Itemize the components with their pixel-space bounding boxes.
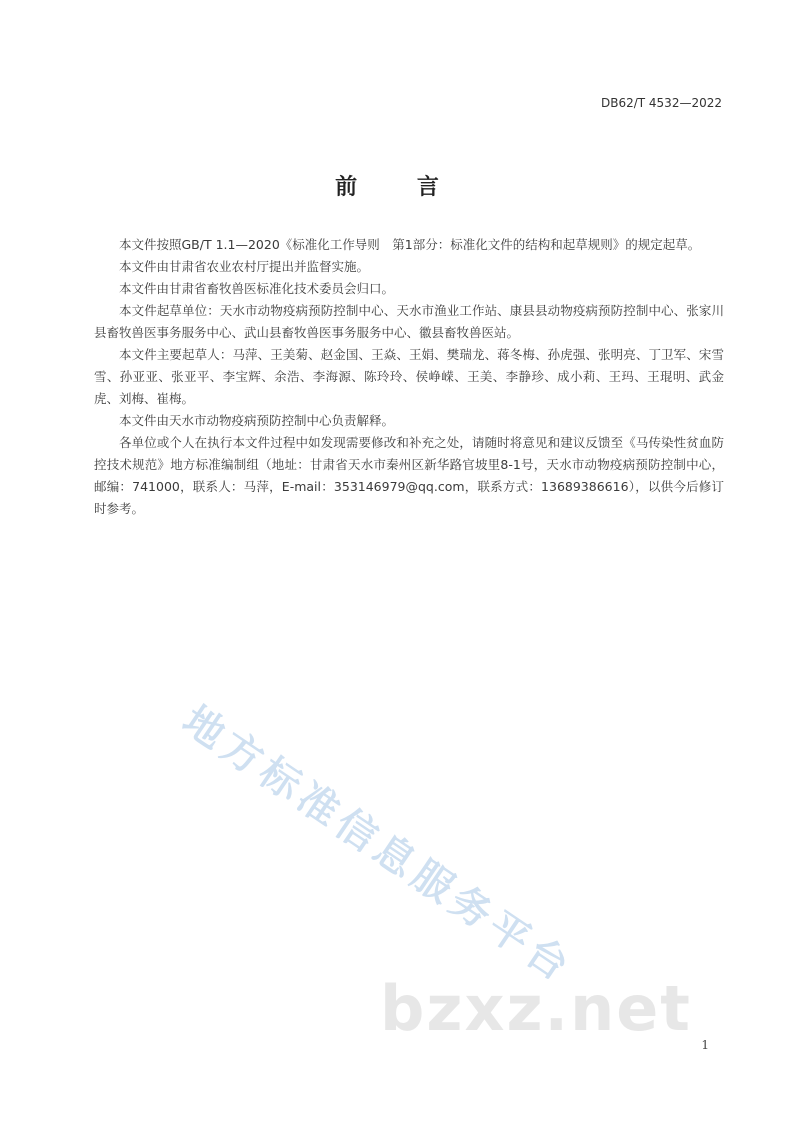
watermark-platform: 地方标准信息服务平台 <box>174 697 582 993</box>
paragraph-drafting-basis: 本文件按照GB/T 1.1—2020《标准化工作导则 第1部分：标准化文件的结构和起草规则》的规定起草。 <box>119 237 701 252</box>
paragraph-drafting-units: 本文件起草单位：天水市动物疫病预防控制中心、天水市渔业工作站、康县县动物疫病预防控制中心、张家川县畜牧兽医事务服务中心、武山县畜牧兽医事务服务中心、徽县畜牧兽医站。 <box>94 303 724 340</box>
paragraph-proposer: 本文件由甘肃省农业农村厅提出并监督实施。 <box>119 259 370 274</box>
watermark-site: bzxz.net <box>380 972 692 1045</box>
page-title: 前 言 <box>335 175 465 200</box>
paragraph-administrator: 本文件由甘肃省畜牧兽医标准化技术委员会归口。 <box>119 281 395 296</box>
paragraph-feedback: 各单位或个人在执行本文件过程中如发现需要修改和补充之处，请随时将意见和建议反馈至《马传染性贫血防控技术规范》地方标准编制组（地址：甘肃省天水市秦州区新华路官坡里8-1号，天水市动物疫病预防控制中心，邮编：741000，联系人：马萍，E-mail：353146979@qq.com，联系方式：13689386616），以供今后修订时参考。 <box>94 435 724 516</box>
paragraph-drafters: 本文件主要起草人：马萍、王美菊、赵金国、王焱、王娟、樊瑞龙、蒋冬梅、孙虎强、张明亮、丁卫军、宋雪雪、孙亚亚、张亚平、李宝辉、余浩、李海源、陈玲玲、侯峥嵘、王美、李静珍、成小莉、王玛、王琨明、武金虎、刘梅、崔梅。 <box>94 347 724 406</box>
foreword-body <box>94 234 724 520</box>
paragraph-interpretation: 本文件由天水市动物疫病预防控制中心负责解释。 <box>119 413 395 428</box>
page-number: 1 <box>701 1038 709 1052</box>
document-code: DB62/T 4532—2022 <box>600 96 722 110</box>
